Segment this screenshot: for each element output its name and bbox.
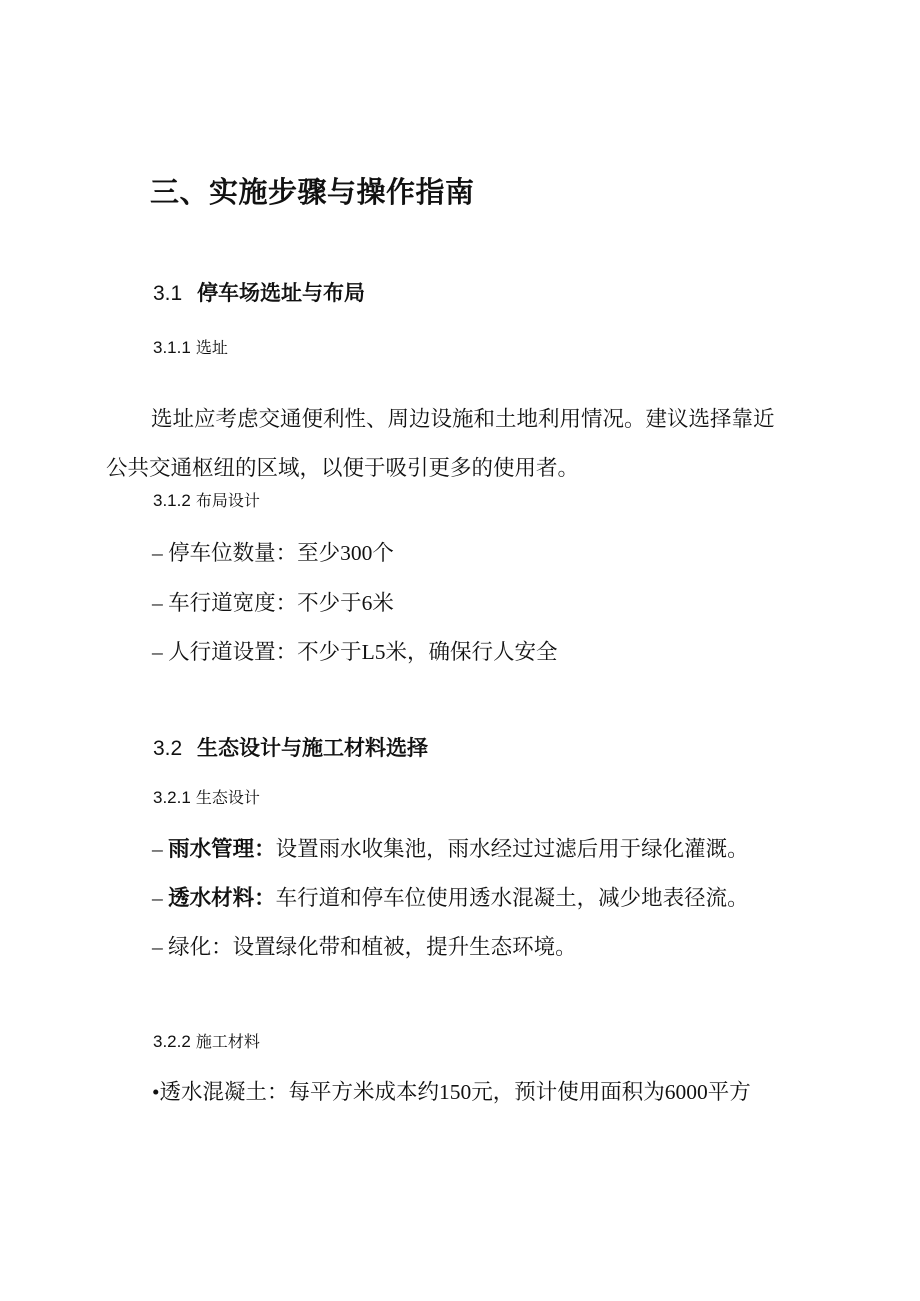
heading-3-2-1 <box>153 785 260 808</box>
heading-3-2-2-number: 3.2.2 <box>153 1032 191 1051</box>
paragraph-line-1: 选址应考虑交通便利性、周边设施和土地利用情况。建议选择靠近 <box>151 407 775 431</box>
bullet-item <box>152 1075 751 1106</box>
list-dash: – <box>152 935 163 959</box>
list-dash: – <box>152 640 163 664</box>
list-item <box>152 930 577 961</box>
heading-3-1-2 <box>153 488 260 511</box>
heading-3-2-number: 3.2 <box>153 737 183 760</box>
list-dash: – <box>152 591 163 615</box>
heading-3-1-number: 3.1 <box>153 282 183 305</box>
list-item-text: 车行道宽度：不少于6米 <box>168 591 394 615</box>
heading-3-2-2-title: 施工材料 <box>195 1032 260 1051</box>
list-item <box>152 635 558 666</box>
heading-3-2-1-number: 3.2.1 <box>153 788 191 807</box>
list-item <box>152 536 394 567</box>
list-dash: – <box>152 837 163 861</box>
list-dash: – <box>152 886 163 910</box>
list-dash: – <box>152 541 163 565</box>
list-item <box>152 586 394 617</box>
heading-3-1-1 <box>153 335 228 358</box>
bullet-item-text: 透水混凝土：每平方米成本约150元，预计使用面积为6000平方 <box>159 1080 751 1104</box>
section-title: 三、实施步骤与操作指南 <box>150 175 475 209</box>
heading-3-1-2-number: 3.1.2 <box>153 491 191 510</box>
heading-3-1-2-title: 布局设计 <box>195 491 260 510</box>
list-item-text: 设置雨水收集池，雨水经过过滤后用于绿化灌溉。 <box>275 837 749 861</box>
heading-3-2-title: 生态设计与施工材料选择 <box>197 736 428 760</box>
bullet-icon: • <box>152 1080 160 1104</box>
heading-3-2-2 <box>153 1029 260 1052</box>
heading-3-2 <box>153 732 428 762</box>
list-item <box>152 881 749 912</box>
heading-3-2-1-title: 生态设计 <box>195 788 260 807</box>
list-item-text: 停车位数量：至少300个 <box>168 541 394 565</box>
list-item <box>152 832 749 863</box>
list-item-label: 雨水管理： <box>168 837 276 862</box>
heading-3-1-1-number: 3.1.1 <box>153 338 191 357</box>
heading-3-1-1-title: 选址 <box>195 338 228 357</box>
list-item-text: 绿化：设置绿化带和植被，提升生态环境。 <box>168 935 577 959</box>
paragraph-line-2: 公共交通枢纽的区域，以便于吸引更多的使用者。 <box>106 456 580 480</box>
list-item-text: 人行道设置：不少于L5米，确保行人安全 <box>168 640 558 664</box>
heading-3-1-title: 停车场选址与布局 <box>197 281 365 305</box>
list-item-text: 车行道和停车位使用透水混凝土，减少地表径流。 <box>275 886 749 910</box>
list-item-label: 透水材料： <box>168 886 276 911</box>
heading-3-1 <box>153 277 365 307</box>
